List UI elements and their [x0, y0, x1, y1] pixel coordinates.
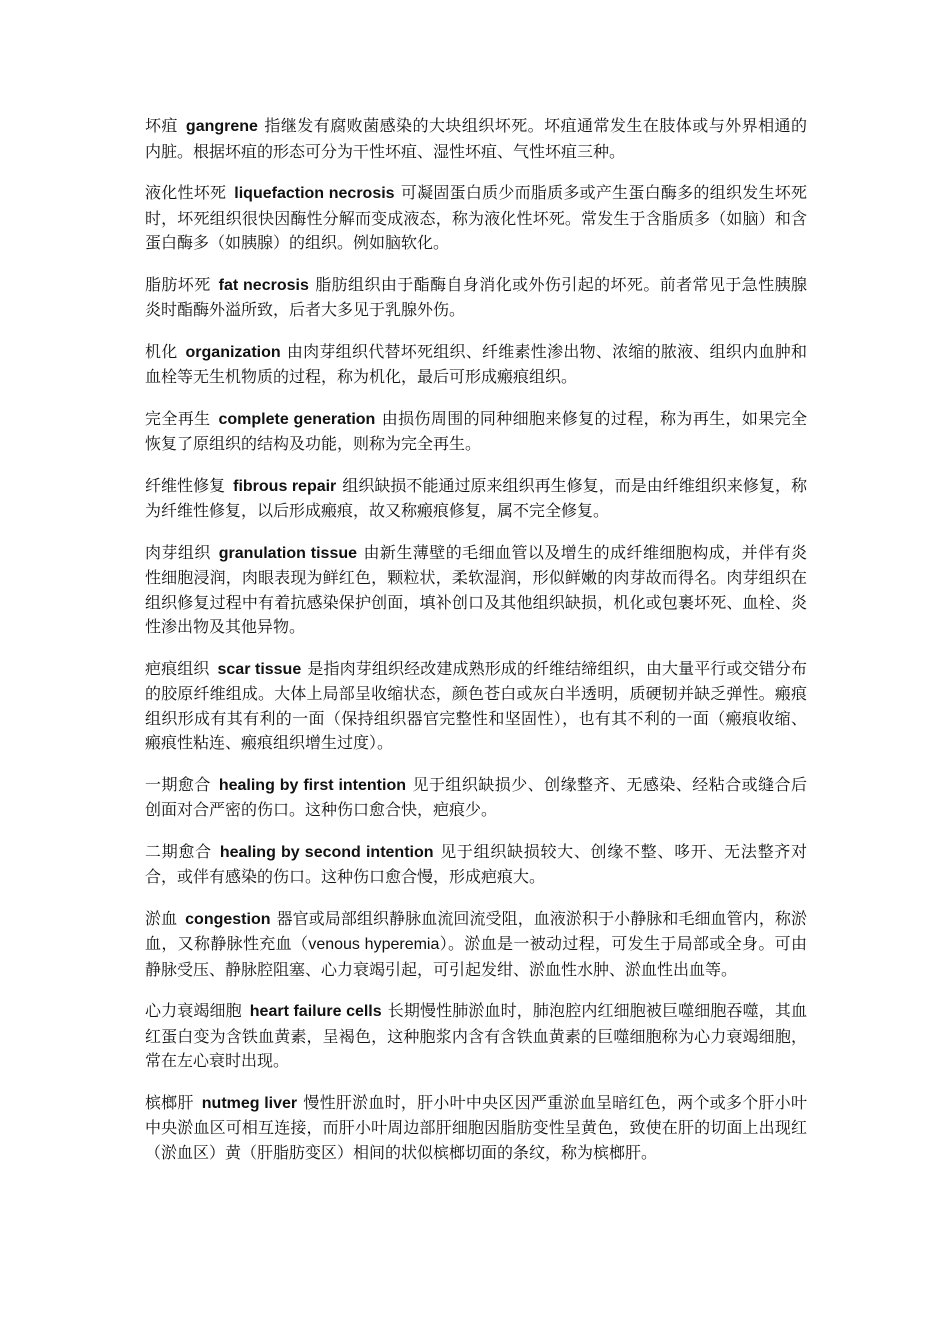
term-definition-part-2: ）。淤血是一被动过程，可发生于局部或全身。可由静脉受压、静脉腔阻塞、心力衰竭引起，可引起发绀、淤血性水肿、淤血性出血等。 [145, 934, 807, 979]
glossary-entry-nutmeg-liver [145, 1091, 807, 1166]
term-definition: 慢性肝淤血时，肝小叶中央区因严重淤血呈暗红色，两个或多个肝小叶中央淤血区可相互连接，而肝小叶周边部肝细胞因脂肪变性呈黄色，致使在肝的切面上出现红（淤血区）黄（肝脂肪变区）相间的状似槟榔切面的条纹，称为槟榔肝。 [145, 1092, 807, 1162]
term-english: liquefaction necrosis [234, 185, 395, 202]
glossary-entry-healing-by-first-intention [145, 773, 807, 823]
term-definition: 由肉芽组织代替坏死组织、纤维素性渗出物、浓缩的脓液、组织内血肿和血栓等无生机物质的过程，称为机化，最后可形成瘢痕组织。 [145, 341, 807, 386]
term-definition: 脂肪组织由于酯酶自身消化或外伤引起的坏死。前者常见于急性胰腺炎时酯酶外溢所致，后者大多见于乳腺外伤。 [145, 274, 807, 319]
glossary-entry-fibrous-repair [145, 474, 807, 524]
term-chinese: 脂肪坏死 [145, 274, 211, 294]
term-english: fat necrosis [218, 276, 309, 294]
term-chinese: 完全再生 [145, 408, 211, 428]
term-definition: 是指肉芽组织经改建成熟形成的纤维结缔组织，由大量平行或交错分布的胶原纤维组成。大体上局部呈收缩状态，颜色苍白或灰白半透明，质硬韧并缺乏弹性。瘢痕组织形成有其有利的一面（保持组织器官完整性和坚固性），也有其不利的一面（瘢痕收缩、瘢痕性粘连、瘢痕组织增生过度）。 [145, 658, 807, 752]
glossary-entry-heart-failure-cells [145, 999, 807, 1074]
term-english: organization [185, 343, 281, 361]
term-chinese: 坏疽 [145, 116, 178, 135]
term-english: fibrous repair [233, 477, 337, 495]
term-chinese: 淤血 [145, 908, 178, 928]
term-definition: 长期慢性肺淤血时，肺泡腔内红细胞被巨噬细胞吞噬，其血红蛋白变为含铁血黄素，呈褐色，这种胞浆内含有含铁血黄素的巨噬细胞称为心力衰竭细胞，常在左心衰时出现。 [145, 1001, 807, 1070]
term-english: healing by first intention [218, 776, 406, 794]
term-chinese: 一期愈合 [145, 774, 211, 794]
term-english: healing by second intention [219, 843, 434, 861]
glossary-entry-liquefaction-necrosis [145, 181, 807, 256]
term-chinese: 纤维性修复 [145, 475, 226, 495]
term-chinese: 槟榔肝 [145, 1092, 194, 1112]
glossary-entry-granulation-tissue [145, 541, 807, 640]
term-definition: 见于组织缺损较大、创缘不整、哆开、无法整齐对合，或伴有感染的伤口。这种伤口愈合慢，形成疤痕大。 [145, 841, 807, 886]
term-chinese: 心力衰竭细胞 [145, 1001, 242, 1020]
term-chinese: 机化 [145, 341, 178, 361]
term-synonym-latin: venous hyperemia [308, 936, 440, 953]
term-english: granulation tissue [218, 544, 358, 562]
glossary-entry-congestion [145, 907, 807, 983]
term-definition: 指继发有腐败菌感染的大块组织坏死。坏疽通常发生在肢体或与外界相通的内脏。根据坏疽的形态可分为干性坏疽、湿性坏疽、气性坏疽三种。 [145, 116, 807, 161]
term-english: scar tissue [217, 660, 302, 678]
term-definition: 见于组织缺损少、创缘整齐、无感染、经粘合或缝合后创面对合严密的伤口。这种伤口愈合快，疤痕少。 [145, 774, 807, 819]
term-english: heart failure cells [249, 1003, 382, 1020]
glossary-entry-complete-generation [145, 407, 807, 457]
term-definition: 可凝固蛋白质少而脂质多或产生蛋白酶多的组织发生坏死时，坏死组织很快因酶性分解而变成液态，称为液化性坏死。常发生于含脂质多（如脑）和含蛋白酶多（如胰腺）的组织。例如脑软化。 [145, 183, 807, 252]
term-definition: 由损伤周围的同种细胞来修复的过程，称为再生，如果完全恢复了原组织的结构及功能，则称为完全再生。 [145, 408, 807, 453]
glossary-entry-organization [145, 340, 807, 390]
glossary-entry-scar-tissue [145, 657, 807, 756]
glossary-entry-fat-necrosis [145, 273, 807, 323]
term-definition-part-1: 器官或局部组织静脉血流回流受阻，血液淤积于小静脉和毛细血管内，称淤血，又称静脉性充血（ [145, 908, 807, 953]
term-chinese: 疤痕组织 [145, 658, 210, 678]
term-chinese: 液化性坏死 [145, 183, 227, 202]
glossary-entry-gangrene [145, 114, 807, 164]
term-english: gangrene [185, 118, 258, 135]
term-english: nutmeg liver [201, 1094, 298, 1112]
term-english: congestion [185, 910, 271, 928]
term-definition: 组织缺损不能通过原来组织再生修复，而是由纤维组织来修复，称为纤维性修复，以后形成瘢痕，故又称瘢痕修复，属不完全修复。 [145, 475, 807, 520]
term-chinese: 二期愈合 [145, 841, 212, 861]
term-definition: 由新生薄壁的毛细血管以及增生的成纤维细胞构成，并伴有炎性细胞浸润，肉眼表现为鲜红色，颗粒状，柔软湿润，形似鲜嫩的肉芽故而得名。肉芽组织在组织修复过程中有着抗感染保护创面，填补创口及其他组织缺损，机化或包裹坏死、血栓、炎性渗出物及其他异物。 [145, 542, 807, 636]
document-page [145, 114, 807, 1182]
glossary-entry-healing-by-second-intention [145, 840, 807, 890]
term-english: complete generation [218, 410, 376, 428]
term-chinese: 肉芽组织 [145, 542, 211, 562]
